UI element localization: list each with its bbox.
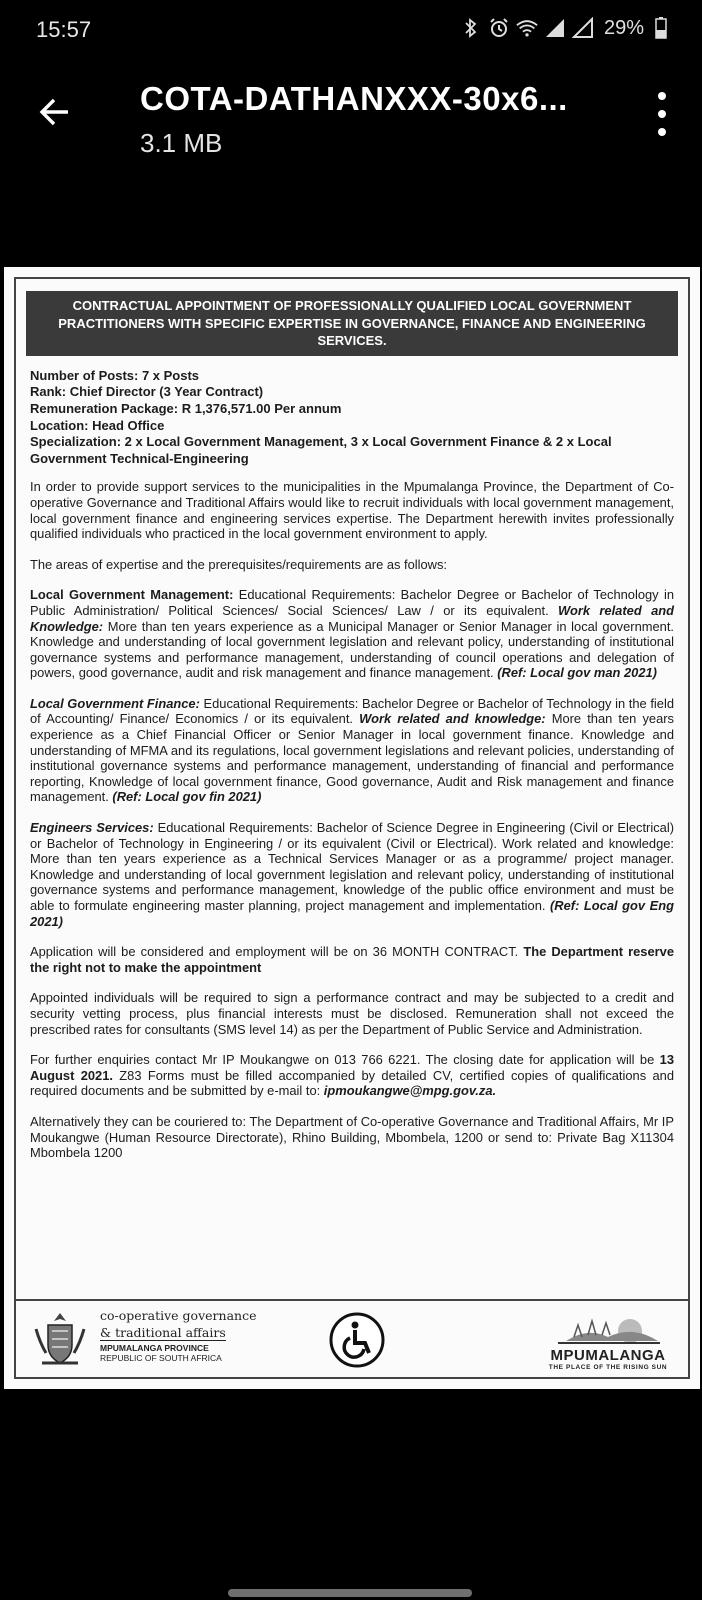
dept-line-4: REPUBLIC OF SOUTH AFRICA	[100, 1353, 222, 1363]
home-indicator[interactable]	[228, 1589, 472, 1597]
wheelchair-accessibility-icon	[328, 1311, 386, 1369]
bluetooth-icon	[460, 17, 482, 39]
document-footer	[16, 1299, 688, 1377]
status-time: 15:57	[36, 17, 92, 42]
signal-icon-2	[572, 17, 594, 39]
dept-line-1: co-operative governance	[100, 1308, 257, 1323]
arrow-back-icon	[34, 92, 74, 132]
document-page[interactable]	[4, 267, 700, 1389]
post-details	[30, 368, 674, 468]
lgm-paragraph: Local Government Management: Educational Requirements: Bachelor Degree or Bachelor of Technology in Public Administration/ Political Sciences/ Social Sciences/ Law / or its equivalent. Work related and Knowledge: More than ten years experience as a Municipal Manager or Senior Manager in local government. Knowledge and understanding of local government legislation and relevant policy, understanding of institutional governance systems and performance management, understanding of council operations and delegation of powers, good governance, audit and risk management and finance management. (Ref: Local gov man 2021)	[30, 587, 675, 681]
rank: Rank: Chief Director (3 Year Contract)	[30, 384, 264, 400]
department-logo-text	[100, 1309, 256, 1363]
location: Location: Head Office	[30, 417, 165, 433]
number-of-posts: Number of Posts: 7 x Posts	[30, 367, 200, 383]
lgm-heading: Local Government Management:	[30, 587, 234, 603]
app-bar	[0, 62, 702, 262]
more-vert-icon	[658, 92, 666, 100]
remuneration: Remuneration Package: R 1,376,571.00 Per annum	[30, 400, 342, 416]
coat-of-arms-icon	[30, 1309, 90, 1369]
eng-ref: (Ref: Local gov Eng 2021)	[30, 898, 674, 929]
lgm-ref: (Ref: Local gov man 2021)	[497, 665, 657, 681]
dept-line-3: MPUMALANGA PROVINCE	[100, 1343, 209, 1353]
lgf-ref: (Ref: Local gov fin 2021)	[112, 789, 262, 805]
contact-email[interactable]: ipmoukangwe@mpg.gov.za.	[323, 1083, 497, 1099]
lgf-paragraph: Local Government Finance: Educational Requirements: Bachelor Degree or Bachelor of Technology in the field of Accounting/ Finance/ Economics / or its equivalent. Work related and knowledge: More than ten years experience as a Chief Financial Officer or Senior Manager in local government finance. Knowledge and understanding of MFMA and its regulations, local government legislations and relevant policies, understanding of institutional governance systems and performance management, understanding of financial and performance reporting, Knowledge of local government finance, Good governance, Audit and Risk management and finance management. (Ref: Local gov fin 2021)	[30, 695, 674, 805]
eng-paragraph: Engineers Services: Educational Requirements: Bachelor of Science Degree in Engineering (Civil or Electrical) or Bachelor of Technology in Engineering / or its equivalent (Civil or Electrical). Work related and knowledge: More than ten years experience as a Technical Services Manager or as a programme/ project manager. Knowledge and understanding of local government legislation and relevant policy, understanding of institutional governance systems and performance management, knowledge of the public office environment and must be able to formulate engineering master planning, project management and implementation. (Ref: Local gov Eng 2021)	[30, 820, 674, 929]
lgf-heading: Local Government Finance:	[30, 695, 200, 711]
status-icons	[460, 15, 672, 41]
enquiries-paragraph: For further enquiries contact Mr IP Moukangwe on 013 766 6221. The closing date for application will be 13 August 2021. Z83 Forms must be filled accompanied by detailed CV, certified copies of qualifications and required documents and be submitted by e-mail to: ipmoukangwe@mpg.gov.za.	[30, 1052, 674, 1099]
file-title: COTA-DATHANXXX-30x6...	[140, 80, 568, 117]
mpumalanga-tagline: THE PLACE OF THE RISING SUN	[548, 1364, 668, 1371]
dept-line-2: & traditional affairs	[100, 1325, 226, 1340]
back-button[interactable]	[34, 92, 74, 132]
courier-paragraph: Alternatively they can be couriered to: The Department of Co-operative Governance and Traditional Affairs, Mr IP Moukangwe (Human Resource Directorate), Rhino Building, Mbombela, 1200 or send to: Private Bag X11304 Mbombela 1200	[30, 1113, 674, 1161]
document-frame	[14, 277, 690, 1379]
application-paragraph: Application will be considered and employment will be on 36 MONTH CONTRACT. The Department reserve the right not to make the appointment	[30, 944, 674, 975]
more-options-button[interactable]	[652, 92, 672, 136]
wifi-icon	[516, 17, 538, 39]
appointed-paragraph: Appointed individuals will be required to sign a performance contract and may be subjected to a credit and security vetting process, plus financial interests must be disclosed. Remuneration shall not exceed the prescribed rates for consultants (SMS level 14) as per the Department of Public Service and Administration.	[30, 990, 674, 1037]
rising-sun-icon	[538, 1307, 678, 1347]
battery-icon	[650, 17, 672, 39]
mpumalanga-wordmark: MPUMALANGA	[550, 1347, 666, 1364]
signal-icon	[544, 17, 566, 39]
alarm-icon	[488, 17, 510, 39]
specialization: Specialization: 2 x Local Government Management, 3 x Local Government Finance & 2 x Local Government Technical-Engineering	[30, 434, 612, 466]
mpumalanga-logo	[538, 1307, 678, 1373]
document-banner: CONTRACTUAL APPOINTMENT OF PROFESSIONALLY QUALIFIED LOCAL GOVERNMENT PRACTITIONERS WITH SPECIFIC EXPERTISE IN GOVERNANCE, FINANCE AND ENGINEERING SERVICES.	[26, 291, 678, 356]
status-bar	[0, 0, 702, 62]
areas-intro: The areas of expertise and the prerequisites/requirements are as follows:	[30, 556, 448, 572]
eng-heading: Engineers Services:	[30, 820, 154, 836]
battery-percent: 29%	[603, 16, 644, 39]
document-body	[26, 356, 678, 1161]
file-size: 3.1 MB	[140, 128, 223, 158]
intro-paragraph: In order to provide support services to the municipalities in the Mpumalanga Province, the Department of Co-operative Governance and Traditional Affairs would like to recruit individuals with local government management, local government finance and engineering services expertise. The Department herewith invites professionally qualified individuals who practiced in the local government environment to apply.	[30, 479, 674, 542]
closing-date: 13 August 2021.	[30, 1052, 674, 1083]
